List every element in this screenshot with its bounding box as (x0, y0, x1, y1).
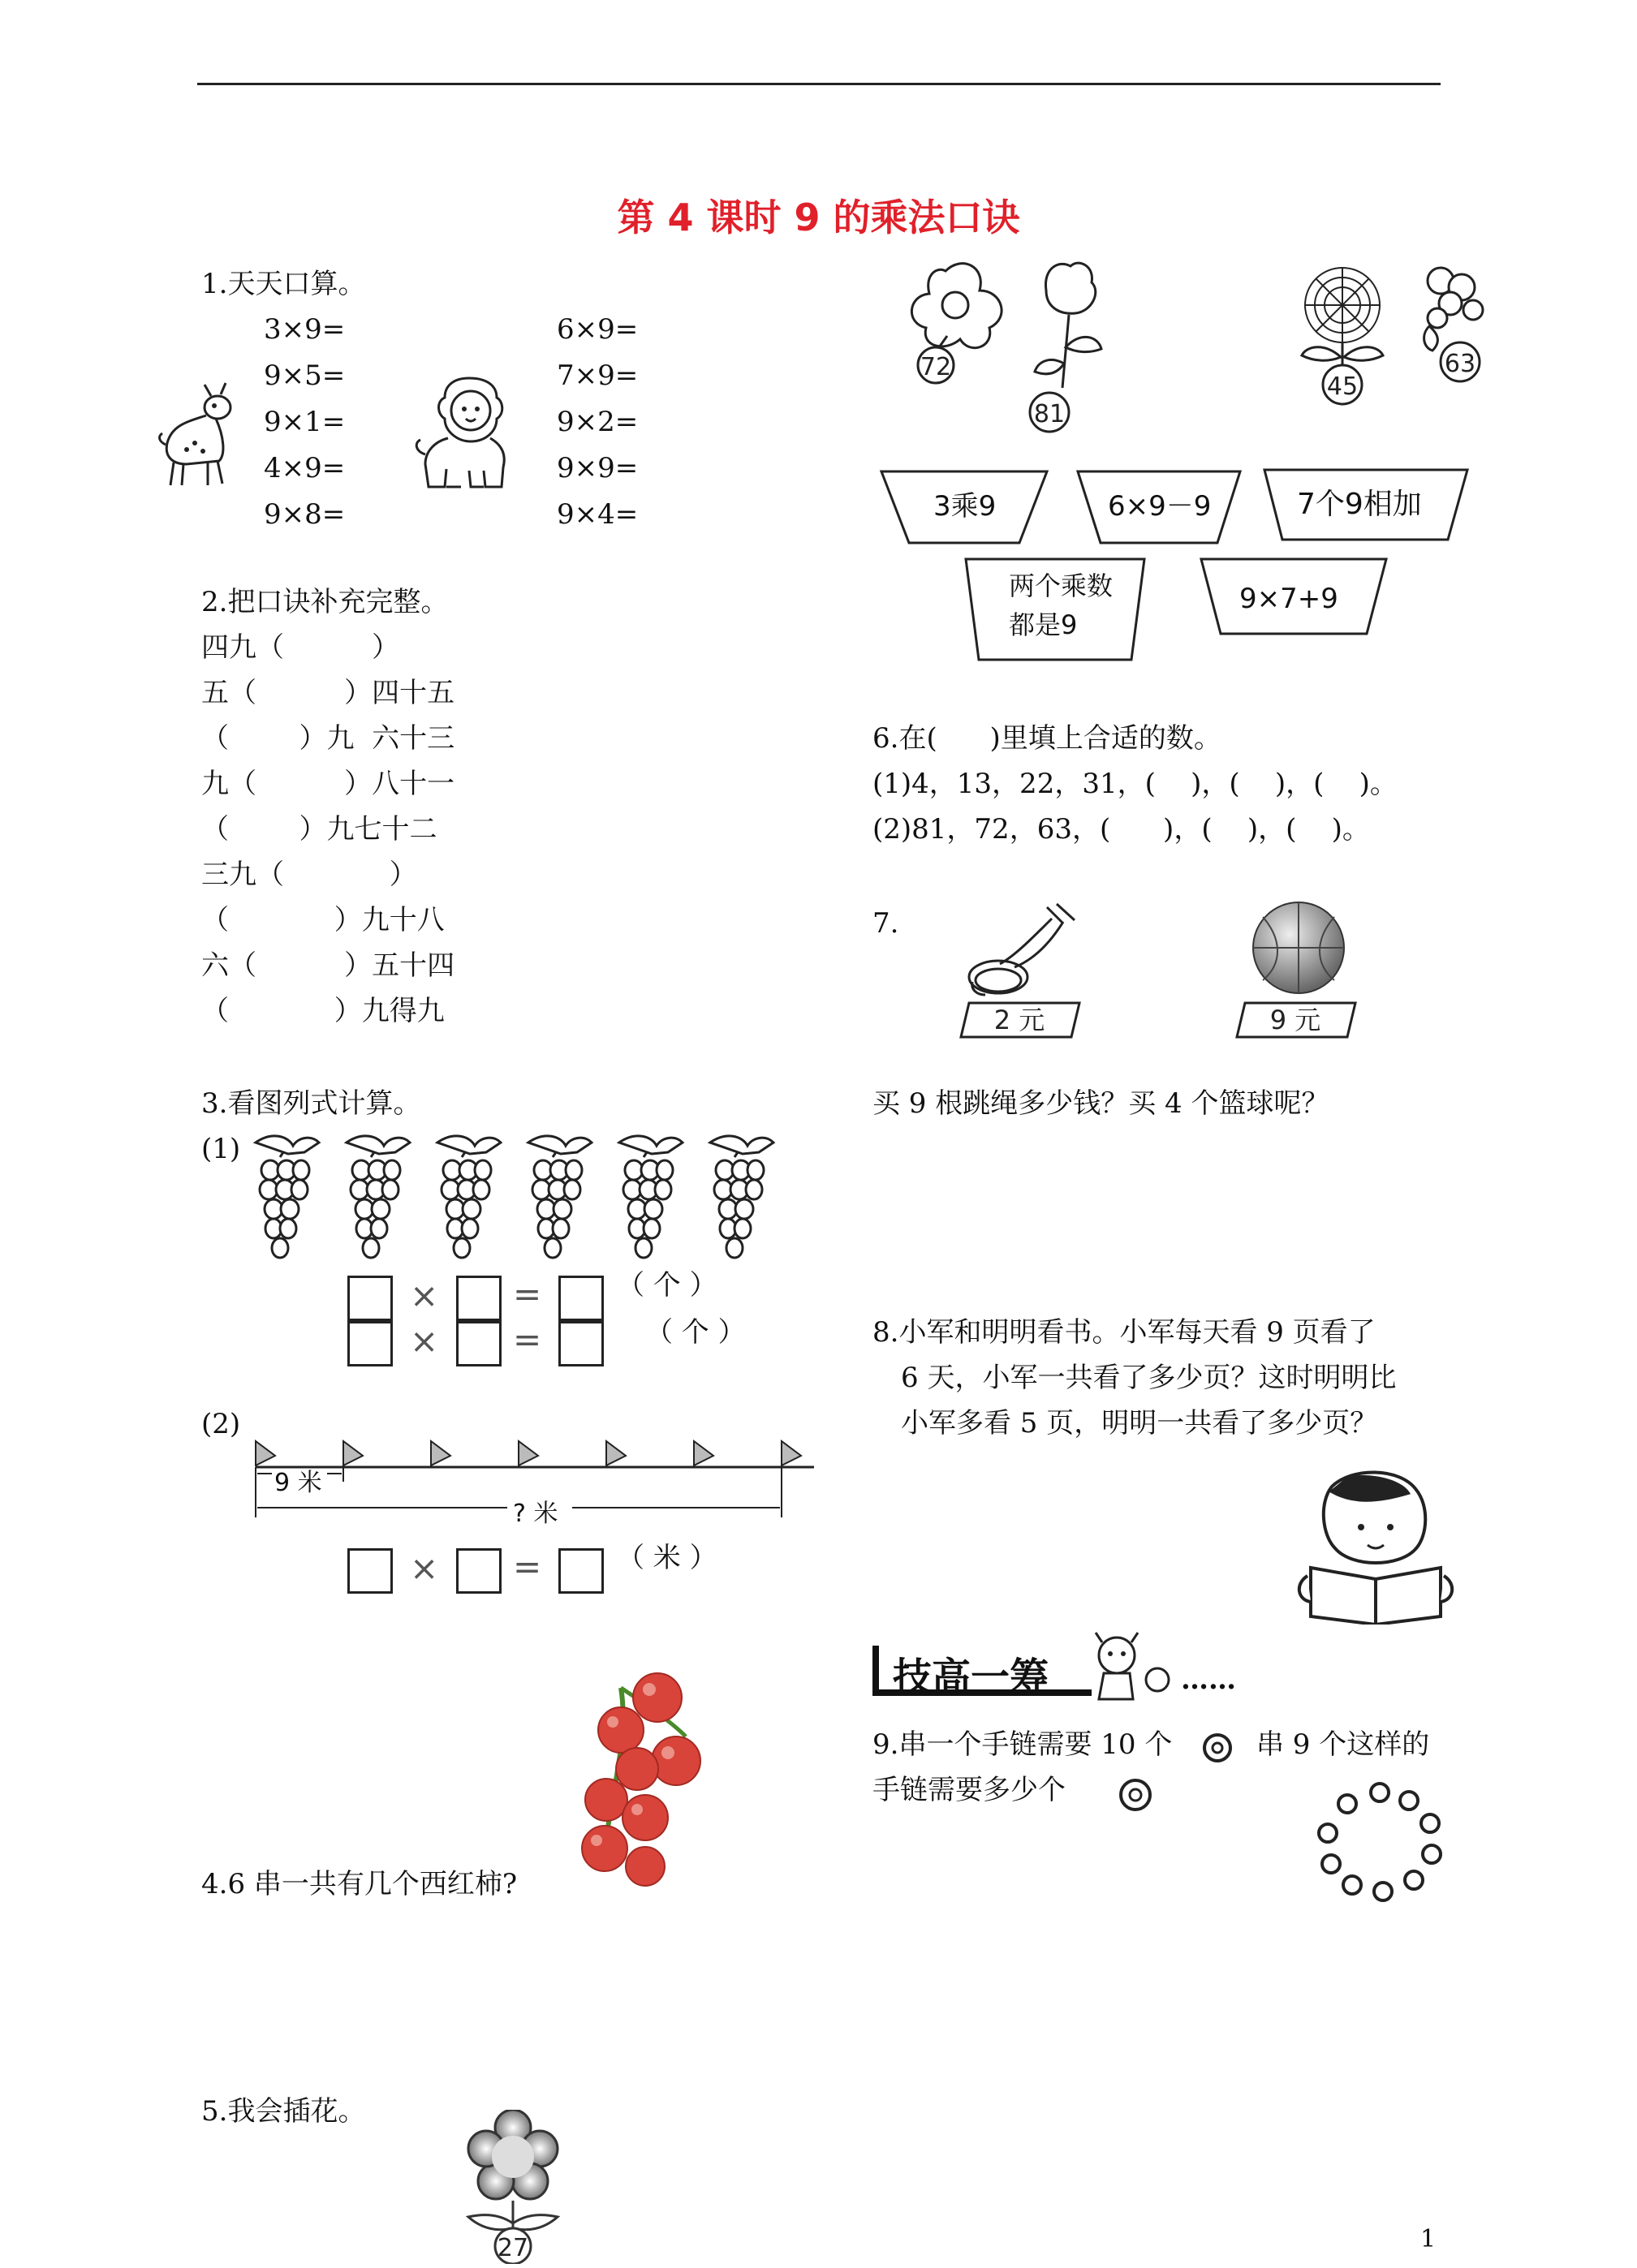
q2-line-4: 九（ ）八十一 (201, 768, 455, 800)
price-label: 2 元 (993, 1005, 1045, 1035)
flower-number: 72 (920, 353, 952, 381)
answer-box[interactable] (347, 1276, 393, 1321)
vase-number: 27 (497, 2234, 529, 2262)
answer-box[interactable] (558, 1548, 604, 1594)
flower-63 (1408, 261, 1506, 391)
q1-right-5: 9×4= (557, 498, 639, 531)
tomatoes-illustration (572, 1672, 734, 1891)
q3-part1-label: (1) (201, 1133, 241, 1165)
flower-number: 63 (1444, 350, 1476, 378)
q1-left-2: 9×5= (264, 359, 346, 392)
q1-right-1: 6×9= (557, 313, 639, 346)
q5-label: 5.我会插花。 (201, 2095, 366, 2128)
q1-left-1: 3×9= (264, 313, 346, 346)
answer-box[interactable] (558, 1276, 604, 1321)
basketball-with-price (1234, 899, 1363, 1045)
q9-line-1a: 9.串一个手链需要 10 个 (872, 1728, 1173, 1761)
price-label: 9 元 (1269, 1005, 1321, 1035)
flower-number: 81 (1033, 400, 1066, 428)
vase-with-flower-27 (450, 2110, 576, 2264)
q8-line-1: 8.小军和明明看书。小军每天看 9 页看了 (872, 1316, 1376, 1349)
q4-label: 4.6 串一共有几个西红柿? (201, 1868, 518, 1900)
vase-label: 6×9－9 (1108, 490, 1212, 523)
equals-sign: = (513, 1274, 542, 1314)
grapes-illustration (248, 1130, 816, 1276)
q3-part2-label: (2) (201, 1408, 241, 1440)
times-sign: × (410, 1548, 439, 1588)
q1-left-4: 4×9= (264, 452, 346, 484)
section-banner: 技高一筹 (893, 1655, 1049, 1700)
answer-box[interactable] (347, 1548, 393, 1594)
answer-box[interactable] (456, 1276, 502, 1321)
vase-label: 两个乘数 都是9 (1009, 570, 1114, 640)
q8-line-3: 小军多看 5 页，明明一共看了多少页？ (901, 1407, 1378, 1440)
bead-icon (1118, 1777, 1153, 1813)
q2-line-3: （ ）九 六十三 (201, 722, 455, 755)
mascot-icon (1088, 1631, 1177, 1704)
deer-illustration (154, 380, 248, 489)
flower-72 (889, 258, 1019, 388)
vase-label: 7个9相加 (1297, 488, 1422, 521)
q7-label: 7. (872, 907, 899, 940)
answer-box[interactable] (456, 1321, 502, 1366)
banner-dots: …… (1181, 1663, 1236, 1696)
q9-line-2: 手链需要多少个 (872, 1774, 1066, 1806)
vase-label: 9×7+9 (1239, 583, 1338, 615)
q2-line-8: 六（ ）五十四 (201, 949, 455, 982)
q7-question: 买 9 根跳绳多少钱？买 4 个篮球呢？ (872, 1087, 1329, 1120)
boy-reading-illustration (1286, 1470, 1465, 1625)
q2-line-1: 四九（ ） (201, 631, 400, 664)
q2-line-6: 三九（ ） (201, 859, 417, 891)
q9-line-1b: 串 9 个这样的 (1256, 1728, 1430, 1761)
q6-line-1: (1)4，13，22，31，( )，( )，( )。 (872, 768, 1398, 800)
vase-label: 3乘9 (933, 490, 997, 523)
q8-line-2: 6 天，小军一共看了多少页？这时明明比 (901, 1362, 1397, 1394)
q6-line-2: (2)81，72，63，( )，( )，( )。 (872, 813, 1370, 846)
q2-label: 2.把口诀补充完整。 (201, 586, 449, 618)
times-sign: × (410, 1276, 439, 1315)
q1-right-4: 9×9= (557, 452, 639, 484)
bead-icon (1201, 1732, 1234, 1764)
q2-line-2: 五（ ）四十五 (201, 677, 455, 709)
q6-label: 6.在( )里填上合适的数。 (872, 722, 1221, 755)
equals-sign: = (513, 1547, 542, 1586)
q1-right-3: 9×2= (557, 406, 639, 438)
q2-line-5: （ ）九七十二 (201, 813, 437, 846)
q1-label: 1.天天口算。 (201, 268, 366, 300)
unit-label: （ 个 ） (645, 1316, 746, 1349)
answer-box[interactable] (456, 1548, 502, 1594)
bracelet-illustration (1315, 1781, 1445, 1903)
lion-illustration (412, 373, 522, 495)
flower-81 (1010, 258, 1116, 437)
q1-left-3: 9×1= (264, 406, 346, 438)
equals-sign: = (513, 1319, 542, 1359)
header-rule (197, 83, 1441, 85)
q3-label: 3.看图列式计算。 (201, 1087, 421, 1120)
q2-line-7: （ ）九十八 (201, 904, 445, 936)
q1-left-5: 9×8= (264, 498, 346, 531)
page-number: 1 (1420, 2225, 1437, 2253)
flower-45 (1282, 261, 1404, 407)
flower-number: 45 (1326, 372, 1359, 401)
banner-bar (872, 1646, 879, 1696)
q2-line-9: （ ）九得九 (201, 995, 445, 1027)
times-sign: × (410, 1321, 439, 1361)
unit-label: （ 个 ） (617, 1269, 717, 1302)
q1-right-2: 7×9= (557, 359, 639, 392)
segment-length-label: 9 米 (274, 1469, 322, 1497)
unit-label: （ 米 ） (617, 1542, 717, 1574)
answer-box[interactable] (558, 1321, 604, 1366)
total-length-label: ? 米 (513, 1500, 558, 1528)
answer-box[interactable] (347, 1321, 393, 1366)
jump-rope-with-price (958, 899, 1088, 1045)
page-title: 第 4 课时 9 的乘法口诀 (617, 196, 1020, 239)
